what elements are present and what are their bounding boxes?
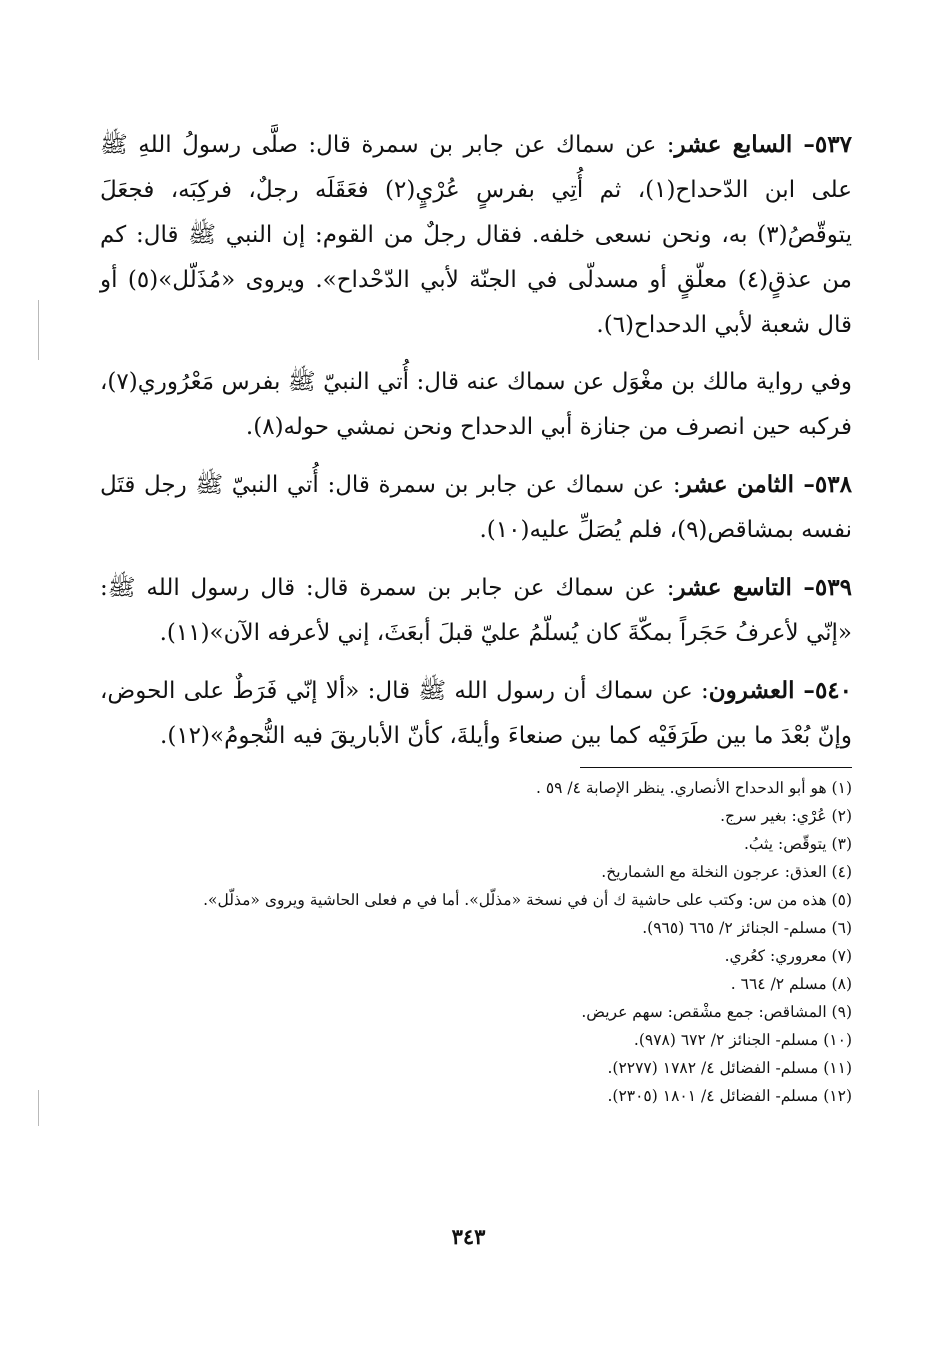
- footnote-separator: [580, 767, 852, 768]
- footnote-11: (١١) مسلم- الفضائل ٤/ ١٧٨٢ (٢٢٧٧).: [607, 1059, 852, 1077]
- hadith-537: [100, 122, 852, 348]
- hadith-heading: الثامن عشر: [680, 471, 795, 498]
- footnote-3: (٣) يتوقّص: يثبُ.: [743, 835, 852, 853]
- footnote-1: (١) هو أبو الدحداح الأنصاري. ينظر الإصابة ٤/ ٥٩ .: [535, 779, 852, 797]
- page-number: ٣٤٣: [451, 1224, 486, 1249]
- scan-margin-mark: [38, 300, 39, 360]
- hadith-number: ٥٣٩–: [791, 574, 852, 601]
- hadith-heading: العشرون: [708, 677, 795, 704]
- hadith-text: : عن سماك عن جابر بن سمرة قال: صلَّى رسولُ اللهِ ﷺ على ابن الدّحداح(١)، ثم أُتِي بفرسٍ عُرْيٍ(٢) فعَقَلَه رجلٌ، فركِبَه، فجعَلَ يتوقّصُ(٣) به، ونحن نسعى خلفه. فقال رجلٌ من القوم: إن النبي ﷺ قال: كم من عذقٍ(٤) معلّقٍ أو مسدلّى في الجنّة لأبي الدّحْداح». ويروى «مُذَلّل»(٥) أو قال شعبة لأبي الدحداح(٦).: [100, 132, 852, 338]
- footnote-4: (٤) العذق: عرجون النخلة مع الشماريخ.: [601, 863, 852, 881]
- hadith-text: : عن سماك عن جابر بن سمرة قال: قال رسول الله ﷺ: «إنّي لأعرفُ حَجَراً بمكّةَ كان يُسلّمُ عليّ قبلَ أبعَثَ، إني لأعرفه الآن»(١١).: [100, 575, 852, 646]
- hadith-text: وفي رواية مالك بن مغْوَل عن سماك عنه قال: أُتي النبيّ ﷺ بفرس مَعْرُوري(٧)، فركبه حين انصرف من جنازة أبي الدحداح ونحن نمشي حوله(٨).: [100, 369, 852, 440]
- hadith-539: [100, 565, 852, 656]
- footnote-12: (١٢) مسلم- الفضائل ٤/ ١٨٠١ (٢٣٠٥).: [607, 1087, 852, 1105]
- footnote-5: (٥) هذه من س: وكتب على حاشية ك أن في نسخة «مذلّل». أما في م فعلى الحاشية ويروى «مذلّل».: [203, 891, 852, 909]
- footnote-10: (١٠) مسلم- الجنائز ٢/ ٦٧٢ (٩٧٨).: [633, 1031, 852, 1049]
- footnote-9: (٩) المشاقص: جمع مشْقص: سهم عريض.: [581, 1003, 852, 1021]
- hadith-number: ٥٤٠–: [794, 677, 852, 704]
- hadith-text: : عن سماك أن رسول الله ﷺ قال: «ألا إنّي فَرَطٌ على الحوض، وإنّ بُعْدَ ما بين طَرَفَيْه كما بين صنعاءَ وأيلةَ، كأنّ الأباريقَ فيه النُّجومُ»(١٢).: [100, 678, 852, 749]
- hadith-text: : عن سماك عن جابر بن سمرة قال: أُتي النبيّ ﷺ رجل قتَل نفسه بمشاقص(٩)، فلم يُصَلِّ عليه(١٠).: [100, 472, 852, 543]
- page-body: [100, 122, 852, 1242]
- footnote-2: (٢) عُرْي: بغير سرج.: [720, 807, 852, 825]
- footnote-7: (٧) معروري: كعُري.: [724, 947, 852, 965]
- footnotes: [100, 774, 852, 1110]
- hadith-heading: السابع عشر: [674, 131, 793, 158]
- scan-margin-mark: [38, 1090, 39, 1126]
- hadith-537-variant: [100, 360, 852, 450]
- hadith-540: [100, 668, 852, 759]
- hadith-538: [100, 462, 852, 553]
- hadith-heading: التاسع عشر: [674, 574, 792, 601]
- hadith-number: ٥٣٧–: [792, 131, 852, 158]
- footnote-6: (٦) مسلم- الجنائز ٢/ ٦٦٥ (٩٦٥).: [642, 919, 852, 937]
- footnote-8: (٨) مسلم ٢/ ٦٦٤ .: [730, 975, 852, 993]
- hadith-number: ٥٣٨–: [794, 471, 852, 498]
